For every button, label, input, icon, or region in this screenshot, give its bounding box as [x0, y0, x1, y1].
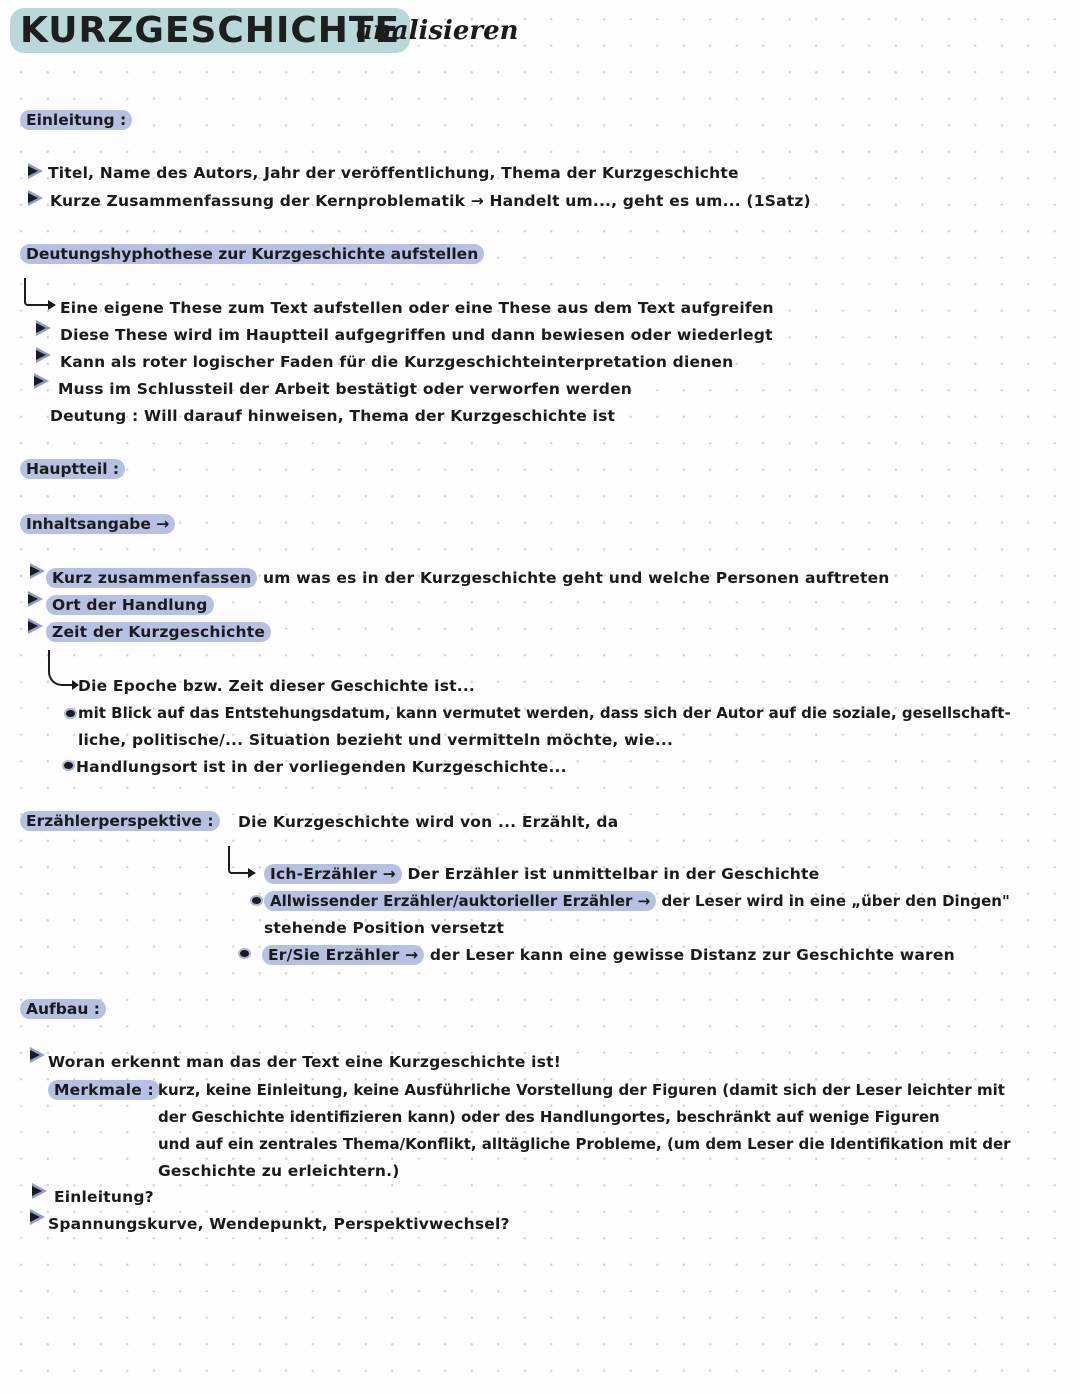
- erzaehler-allwissend: Allwissender Erzähler/auktorieller Erzähler → der Leser wird in eine „über den Dingen": [264, 891, 1010, 911]
- arrow-bullet-icon: [28, 618, 43, 634]
- arrow-bullet-icon: [28, 163, 43, 179]
- aufbau-merkmale-1: kurz, keine Einleitung, keine Ausführliche Vorstellung der Figuren (damit sich der Leser leichter mit: [158, 1081, 1005, 1099]
- inhaltsangabe-item-3: Zeit der Kurzgeschichte: [46, 622, 271, 642]
- erzaehler-ersie: Er/Sie Erzähler → der Leser kann eine gewisse Distanz zur Geschichte waren: [262, 945, 955, 965]
- arrow-bullet-icon: [36, 320, 51, 336]
- inhaltsangabe-sub-2a: mit Blick auf das Entstehungsdatum, kann vermutet werden, dass sich der Autor auf die soziale, gesellschaft-: [78, 704, 1011, 722]
- arrow-bullet-icon: [36, 347, 51, 363]
- arrow-bullet-icon: [30, 1047, 45, 1063]
- deutung-line-5: Deutung : Will darauf hinweisen, Thema der Kurzgeschichte ist: [50, 407, 616, 425]
- aufbau-merkmale-3: und auf ein zentrales Thema/Konflikt, alltägliche Probleme, (um dem Leser die Identifikation mit der: [158, 1135, 1011, 1153]
- arrow-bullet-icon: [32, 1183, 47, 1199]
- aufbau-heading: Aufbau :: [20, 999, 106, 1019]
- deutung-line-4: Muss im Schlussteil der Arbeit bestätigt oder verworfen werden: [58, 380, 633, 398]
- erzaehler-ich: Ich-Erzähler → Der Erzähler ist unmittelbar in der Geschichte: [264, 864, 819, 884]
- einleitung-heading: Einleitung :: [20, 110, 132, 130]
- hauptteil-heading: Hauptteil :: [20, 459, 125, 479]
- erzaehler-heading: Erzählerperspektive :: [20, 811, 220, 831]
- elbow-arrow-icon: [24, 278, 48, 306]
- einleitung-item-1: Titel, Name des Autors, Jahr der veröffentlichung, Thema der Kurzgeschichte: [48, 164, 739, 182]
- deutung-line-2: Diese These wird im Hauptteil aufgegriffen und dann bewiesen oder wiederlegt: [60, 326, 773, 344]
- aufbau-merkmale-4: Geschichte zu erleichtern.): [158, 1162, 400, 1180]
- aufbau-merkmale-label: Merkmale :: [48, 1080, 160, 1100]
- aufbau-item-3: Spannungskurve, Wendepunkt, Perspektivwechsel?: [48, 1215, 510, 1233]
- curved-arrow-icon: [48, 650, 72, 686]
- deutung-line-1: Eine eigene These zum Text aufstellen oder eine These aus dem Text aufgreifen: [60, 299, 774, 317]
- elbow-arrow-icon: [228, 846, 248, 874]
- dot-bullet-icon: [240, 950, 249, 957]
- inhaltsangabe-sub-2b: liche, politische/... Situation bezieht und vermitteln möchte, wie...: [78, 731, 674, 749]
- erzaehler-intro: Die Kurzgeschichte wird von ... Erzählt, da: [238, 813, 619, 831]
- deutung-heading: Deutungshyphothese zur Kurzgeschichte aufstellen: [20, 244, 484, 264]
- aufbau-merkmale-2: der Geschichte identifizieren kann) oder des Handlungortes, beschränkt auf wenige Figuren: [158, 1108, 940, 1126]
- inhaltsangabe-sub-1: Die Epoche bzw. Zeit dieser Geschichte ist...: [78, 677, 475, 695]
- erzaehler-allwissend-2: stehende Position versetzt: [264, 919, 505, 937]
- dot-bullet-icon: [64, 762, 73, 769]
- dot-bullet-icon: [66, 710, 75, 717]
- inhaltsangabe-item-2: Ort der Handlung: [46, 595, 214, 615]
- arrow-bullet-icon: [30, 563, 45, 579]
- einleitung-item-2: Kurze Zusammenfassung der Kernproblematik → Handelt um..., geht es um... (1Satz): [50, 192, 811, 210]
- inhaltsangabe-item-1: Kurz zusammenfassen um was es in der Kurzgeschichte geht und welche Personen auftreten: [46, 568, 890, 588]
- deutung-line-3: Kann als roter logischer Faden für die Kurzgeschichteinterpretation dienen: [60, 353, 734, 371]
- dot-bullet-icon: [252, 897, 261, 904]
- aufbau-item-2: Einleitung?: [54, 1188, 154, 1206]
- arrow-bullet-icon: [28, 190, 43, 206]
- aufbau-question: Woran erkennt man das der Text eine Kurzgeschichte ist!: [48, 1053, 561, 1071]
- inhaltsangabe-heading: Inhaltsangabe →: [20, 514, 175, 534]
- arrow-bullet-icon: [30, 1209, 45, 1225]
- arrow-bullet-icon: [34, 373, 49, 389]
- page-title: KURZGESCHICHTE: [10, 8, 410, 54]
- page-subtitle: analisieren: [356, 16, 519, 46]
- inhaltsangabe-sub-3: Handlungsort ist in der vorliegenden Kurzgeschichte...: [76, 758, 567, 776]
- arrow-bullet-icon: [28, 591, 43, 607]
